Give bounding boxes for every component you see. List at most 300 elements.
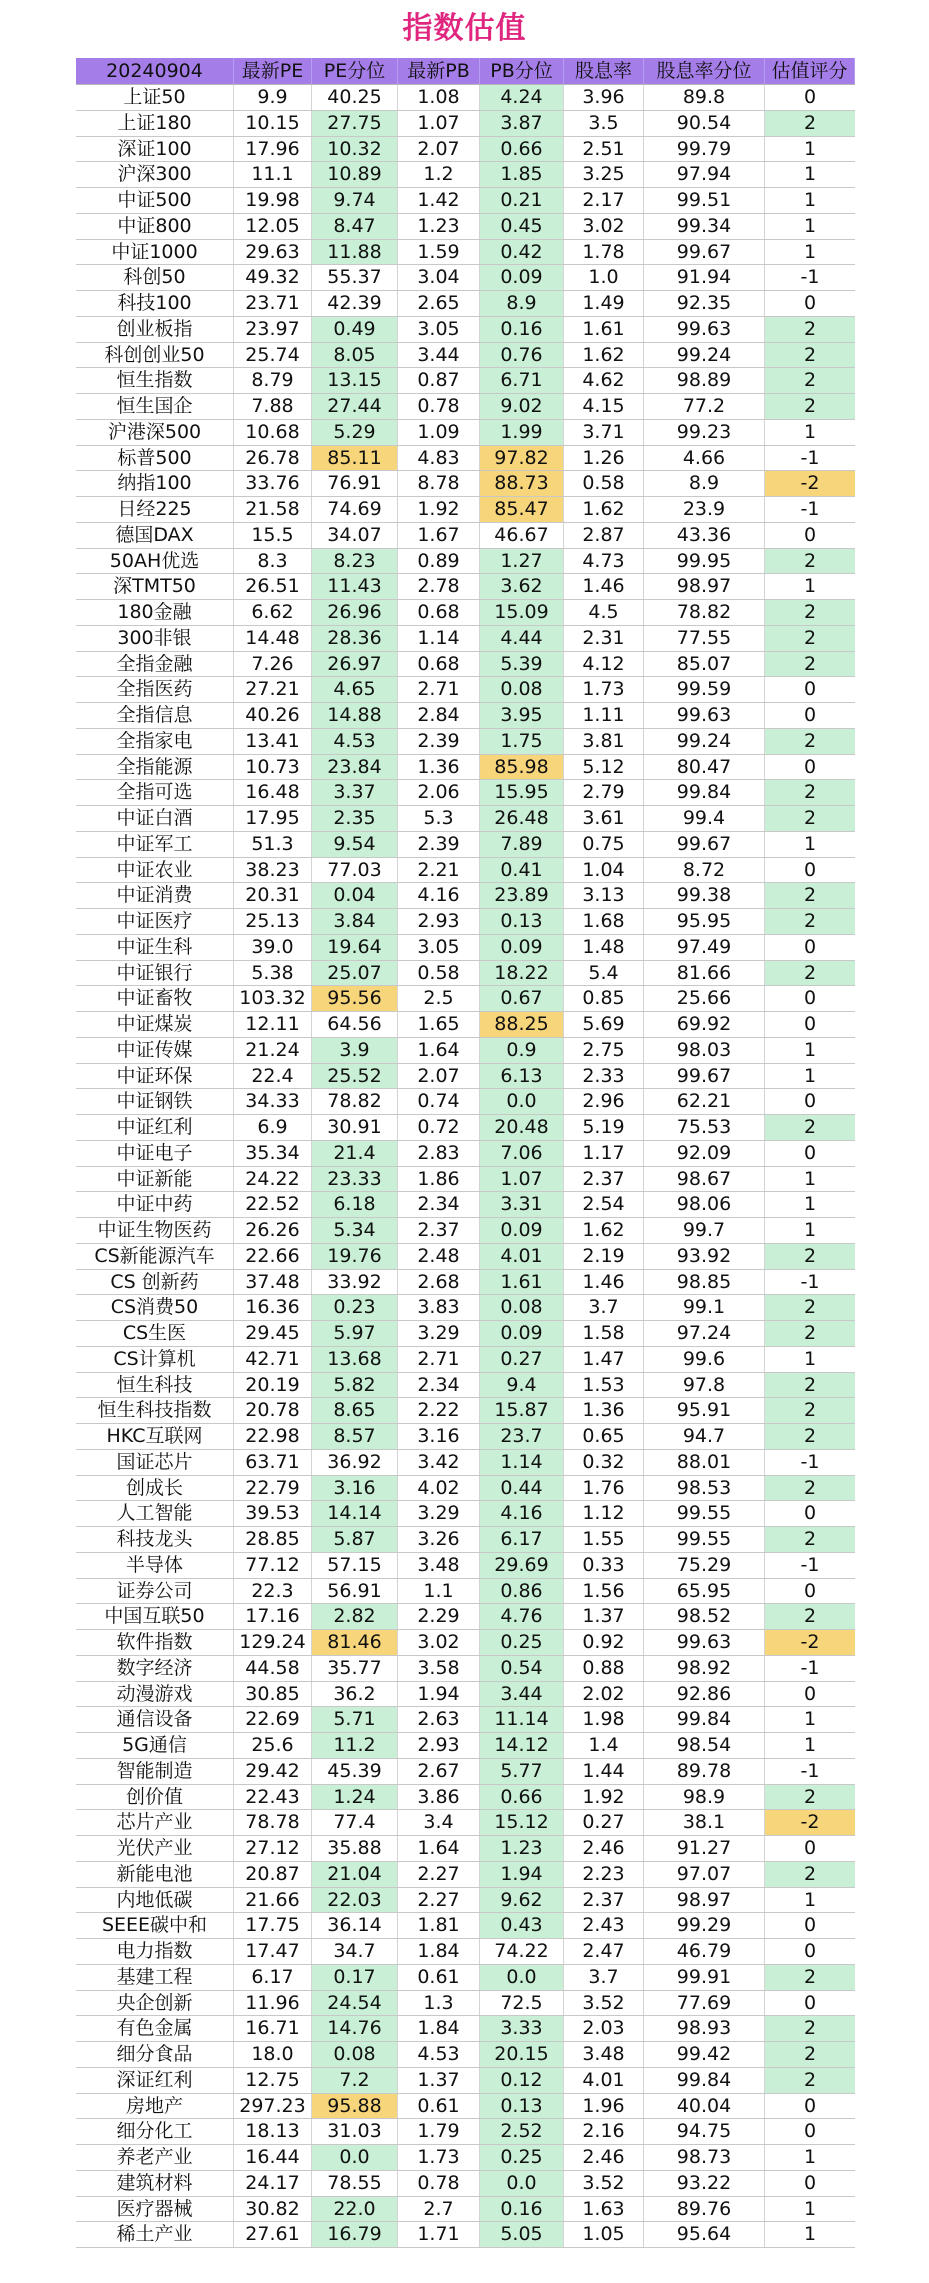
cell-score: -1 <box>800 1553 820 1576</box>
cell-pb: 2.48 <box>398 1244 480 1269</box>
cell-pe-percentile: 77.03 <box>312 858 398 883</box>
cell-dividend-yield: 3.52 <box>564 2171 644 2196</box>
cell-score: 1 <box>803 1064 817 1087</box>
table-row <box>76 1244 855 1270</box>
cell-pb: 2.71 <box>398 677 480 702</box>
table-row <box>76 111 855 137</box>
cell-pe: 11.1 <box>234 162 312 187</box>
table-row <box>76 1759 855 1785</box>
cell-score: 0 <box>803 858 817 881</box>
cell-index-name: 全指家电 <box>76 729 234 754</box>
cell-pb: 2.34 <box>398 1192 480 1217</box>
cell-pb-percentile: 6.13 <box>480 1064 564 1089</box>
cell-pb: 1.86 <box>398 1167 480 1192</box>
cell-score: 1 <box>803 137 817 160</box>
cell-dividend-yield: 0.58 <box>564 471 644 496</box>
cell-index-name: 全指可选 <box>76 780 234 805</box>
cell-pb: 2.29 <box>398 1604 480 1629</box>
cell-pe: 37.48 <box>234 1270 312 1295</box>
cell-pb-percentile: 15.09 <box>480 600 564 625</box>
cell-pb: 3.86 <box>398 1785 480 1810</box>
cell-dividend-yield: 1.0 <box>564 265 644 290</box>
cell-score: 0 <box>803 1682 817 1705</box>
cell-dividend-yield: 2.16 <box>564 2119 644 2144</box>
cell-dividend-percentile: 92.35 <box>644 291 765 316</box>
cell-pb-percentile: 74.22 <box>480 1939 564 1964</box>
cell-pb: 3.29 <box>398 1501 480 1526</box>
table-row <box>76 1373 855 1399</box>
cell-pb: 3.42 <box>398 1450 480 1475</box>
cell-score: 1 <box>803 2197 817 2220</box>
cell-pb-percentile: 3.31 <box>480 1192 564 1217</box>
cell-dividend-percentile: 75.53 <box>644 1115 765 1140</box>
cell-pb-percentile: 0.13 <box>480 909 564 934</box>
cell-pe: 25.13 <box>234 909 312 934</box>
cell-dividend-yield: 5.69 <box>564 1012 644 1037</box>
cell-dividend-percentile: 99.84 <box>644 1707 765 1732</box>
cell-dividend-percentile: 99.79 <box>644 137 765 162</box>
cell-pb: 2.7 <box>398 2197 480 2222</box>
cell-dividend-yield: 1.4 <box>564 1733 644 1758</box>
cell-pe-percentile: 8.05 <box>312 343 398 368</box>
cell-dividend-percentile: 99.34 <box>644 214 765 239</box>
cell-index-name: 房地产 <box>76 2094 234 2119</box>
cell-dividend-yield: 2.02 <box>564 1682 644 1707</box>
table-row <box>76 1810 855 1836</box>
cell-dividend-yield: 0.85 <box>564 986 644 1011</box>
cell-pb: 2.21 <box>398 858 480 883</box>
cell-pb-percentile: 85.47 <box>480 497 564 522</box>
cell-pb-percentile: 0.08 <box>480 1295 564 1320</box>
table-row <box>76 1424 855 1450</box>
cell-score: 1 <box>803 2146 817 2168</box>
cell-index-name: 恒生科技指数 <box>76 1398 234 1423</box>
cell-pb: 1.3 <box>398 1991 480 2016</box>
cell-dividend-percentile: 99.67 <box>644 240 765 265</box>
cell-dividend-percentile: 75.29 <box>644 1553 765 1578</box>
cell-index-name: 动漫游戏 <box>76 1682 234 1707</box>
cell-pe-percentile: 28.36 <box>312 626 398 651</box>
cell-pb: 1.81 <box>398 1913 480 1938</box>
cell-pe-percentile: 55.37 <box>312 265 398 290</box>
cell-pb-percentile: 1.99 <box>480 420 564 445</box>
cell-index-name: 德国DAX <box>76 523 234 548</box>
cell-dividend-yield: 2.23 <box>564 1862 644 1887</box>
cell-score: 1 <box>803 1734 817 1756</box>
header-dividend-yield: 股息率 <box>564 58 644 84</box>
cell-dividend-yield: 1.96 <box>564 2094 644 2119</box>
cell-dividend-percentile: 99.63 <box>644 1630 765 1655</box>
cell-dividend-percentile: 38.1 <box>644 1810 765 1835</box>
cell-pe: 22.66 <box>234 1244 312 1269</box>
cell-index-name: 中证红利 <box>76 1115 234 1140</box>
cell-pe: 20.31 <box>234 883 312 908</box>
cell-pe-percentile: 36.2 <box>312 1682 398 1707</box>
table-row <box>76 935 855 961</box>
cell-pb: 3.26 <box>398 1527 480 1552</box>
table-row <box>76 1630 855 1656</box>
cell-score: 2 <box>765 2016 855 2041</box>
cell-pe: 39.0 <box>234 935 312 960</box>
cell-pb-percentile: 1.23 <box>480 1836 564 1861</box>
table-row <box>76 1347 855 1373</box>
cell-dividend-percentile: 98.93 <box>644 2016 765 2041</box>
cell-pb: 2.78 <box>398 574 480 599</box>
cell-index-name: 全指医药 <box>76 677 234 702</box>
cell-pe: 7.88 <box>234 394 312 419</box>
cell-score: 1 <box>803 1347 817 1370</box>
cell-dividend-yield: 1.53 <box>564 1373 644 1398</box>
cell-pb: 3.16 <box>398 1424 480 1449</box>
cell-pe: 16.36 <box>234 1295 312 1320</box>
cell-score: 2 <box>765 2068 855 2093</box>
cell-pe-percentile: 5.34 <box>312 1218 398 1243</box>
cell-dividend-percentile: 99.63 <box>644 317 765 342</box>
cell-pe: 16.71 <box>234 2016 312 2041</box>
cell-dividend-percentile: 94.75 <box>644 2119 765 2144</box>
cell-index-name: 中证1000 <box>76 240 234 265</box>
cell-index-name: 科创50 <box>76 265 234 290</box>
cell-pb-percentile: 4.44 <box>480 626 564 651</box>
cell-dividend-yield: 1.62 <box>564 497 644 522</box>
table-row <box>76 291 855 317</box>
cell-pb-percentile: 0.66 <box>480 137 564 162</box>
cell-pe-percentile: 0.04 <box>312 883 398 908</box>
cell-dividend-yield: 3.7 <box>564 1295 644 1320</box>
cell-dividend-percentile: 99.91 <box>644 1965 765 1990</box>
cell-pb-percentile: 88.73 <box>480 471 564 496</box>
cell-dividend-yield: 2.51 <box>564 137 644 162</box>
cell-index-name: 纳指100 <box>76 471 234 496</box>
cell-dividend-yield: 1.17 <box>564 1141 644 1166</box>
cell-dividend-yield: 1.26 <box>564 446 644 471</box>
cell-score: 1 <box>803 1167 817 1190</box>
cell-pb: 0.61 <box>398 1965 480 1990</box>
table-row <box>76 703 855 729</box>
cell-dividend-yield: 3.48 <box>564 2042 644 2067</box>
cell-pb: 8.78 <box>398 471 480 496</box>
cell-pe-percentile: 36.92 <box>312 1450 398 1475</box>
cell-pe-percentile: 42.39 <box>312 291 398 316</box>
cell-pe: 10.73 <box>234 755 312 780</box>
cell-dividend-percentile: 77.69 <box>644 1991 765 2016</box>
cell-pb: 2.67 <box>398 1759 480 1784</box>
cell-pe: 17.75 <box>234 1913 312 1938</box>
cell-score: 1 <box>803 240 817 263</box>
cell-index-name: CS生医 <box>76 1321 234 1346</box>
cell-index-name: CS计算机 <box>76 1347 234 1372</box>
cell-pb: 5.3 <box>398 806 480 831</box>
cell-score: 2 <box>765 883 855 908</box>
cell-pe-percentile: 31.03 <box>312 2119 398 2144</box>
cell-pb: 1.2 <box>398 162 480 187</box>
cell-index-name: 全指信息 <box>76 703 234 728</box>
cell-pe: 6.9 <box>234 1115 312 1140</box>
cell-score: 2 <box>765 2042 855 2067</box>
cell-score: 0 <box>803 292 817 314</box>
cell-pb-percentile: 46.67 <box>480 523 564 548</box>
cell-pb-percentile: 1.85 <box>480 162 564 187</box>
cell-pb-percentile: 7.89 <box>480 832 564 857</box>
cell-pe-percentile: 9.74 <box>312 188 398 213</box>
cell-index-name: 中证军工 <box>76 832 234 857</box>
cell-pb-percentile: 0.09 <box>480 1218 564 1243</box>
cell-dividend-percentile: 97.24 <box>644 1321 765 1346</box>
cell-pe-percentile: 21.4 <box>312 1141 398 1166</box>
cell-pe: 16.44 <box>234 2145 312 2170</box>
cell-pb-percentile: 0.54 <box>480 1656 564 1681</box>
cell-index-name: 通信设备 <box>76 1707 234 1732</box>
cell-index-name: 电力指数 <box>76 1939 234 1964</box>
cell-pe: 29.63 <box>234 240 312 265</box>
cell-pe: 27.21 <box>234 677 312 702</box>
cell-index-name: 中证环保 <box>76 1064 234 1089</box>
cell-dividend-percentile: 92.86 <box>644 1682 765 1707</box>
cell-score: -1 <box>800 1759 820 1782</box>
cell-score: 2 <box>765 1785 855 1810</box>
table-row <box>76 523 855 549</box>
cell-score: 0 <box>803 1013 817 1035</box>
cell-score: 0 <box>803 1837 817 1859</box>
cell-pb-percentile: 4.01 <box>480 1244 564 1269</box>
cell-score: 0 <box>803 2094 817 2117</box>
cell-dividend-yield: 1.61 <box>564 317 644 342</box>
cell-pe: 22.79 <box>234 1476 312 1501</box>
cell-pe-percentile: 6.18 <box>312 1192 398 1217</box>
cell-pb-percentile: 0.08 <box>480 677 564 702</box>
header-score: 估值评分 <box>765 58 855 84</box>
cell-pe: 42.71 <box>234 1347 312 1372</box>
page-title: 指数估值 <box>402 11 527 46</box>
cell-score: 2 <box>765 729 855 754</box>
cell-pb-percentile: 0.44 <box>480 1476 564 1501</box>
cell-pe: 13.41 <box>234 729 312 754</box>
cell-pe: 29.45 <box>234 1321 312 1346</box>
cell-pe: 18.0 <box>234 2042 312 2067</box>
cell-dividend-percentile: 95.91 <box>644 1398 765 1423</box>
table-row <box>76 1785 855 1811</box>
cell-dividend-yield: 1.44 <box>564 1759 644 1784</box>
table-row <box>76 1656 855 1682</box>
cell-pe-percentile: 3.16 <box>312 1476 398 1501</box>
cell-score: 1 <box>803 1219 817 1241</box>
cell-pe-percentile: 81.46 <box>312 1630 398 1655</box>
cell-pb-percentile: 0.13 <box>480 2094 564 2119</box>
cell-dividend-percentile: 95.64 <box>644 2222 765 2247</box>
cell-pe: 14.48 <box>234 626 312 651</box>
cell-dividend-percentile: 99.38 <box>644 883 765 908</box>
cell-dividend-yield: 1.12 <box>564 1501 644 1526</box>
cell-pb-percentile: 14.12 <box>480 1733 564 1758</box>
table-row <box>76 806 855 832</box>
cell-pb-percentile: 9.62 <box>480 1888 564 1913</box>
cell-pe-percentile: 8.65 <box>312 1398 398 1423</box>
cell-pe: 44.58 <box>234 1656 312 1681</box>
table-row <box>76 162 855 188</box>
cell-score: 2 <box>765 343 855 368</box>
cell-pe: 78.78 <box>234 1810 312 1835</box>
cell-pe: 24.22 <box>234 1167 312 1192</box>
cell-pe: 34.33 <box>234 1089 312 1114</box>
cell-pb-percentile: 5.39 <box>480 652 564 677</box>
cell-pe: 10.68 <box>234 420 312 445</box>
cell-dividend-yield: 2.46 <box>564 1836 644 1861</box>
cell-dividend-yield: 4.5 <box>564 600 644 625</box>
cell-pe: 6.62 <box>234 600 312 625</box>
cell-index-name: 中证银行 <box>76 961 234 986</box>
cell-dividend-percentile: 99.24 <box>644 729 765 754</box>
cell-pb-percentile: 0.9 <box>480 1038 564 1063</box>
table-row <box>76 1012 855 1038</box>
cell-pe-percentile: 5.97 <box>312 1321 398 1346</box>
cell-pb-percentile: 18.22 <box>480 961 564 986</box>
cell-pe: 21.24 <box>234 1038 312 1063</box>
cell-dividend-yield: 3.81 <box>564 729 644 754</box>
cell-pe-percentile: 3.9 <box>312 1038 398 1063</box>
cell-dividend-percentile: 25.66 <box>644 986 765 1011</box>
cell-dividend-yield: 2.87 <box>564 523 644 548</box>
table-row <box>76 1038 855 1064</box>
cell-pe-percentile: 5.29 <box>312 420 398 445</box>
cell-pb-percentile: 7.06 <box>480 1141 564 1166</box>
cell-pb-percentile: 3.44 <box>480 1682 564 1707</box>
table-row <box>76 1913 855 1939</box>
cell-score: 2 <box>765 368 855 393</box>
cell-dividend-yield: 1.46 <box>564 574 644 599</box>
cell-score: 2 <box>765 549 855 574</box>
cell-index-name: 深TMT50 <box>76 574 234 599</box>
cell-pe: 35.34 <box>234 1141 312 1166</box>
cell-pb-percentile: 20.15 <box>480 2042 564 2067</box>
cell-pb-percentile: 0.42 <box>480 240 564 265</box>
cell-pb-percentile: 0.0 <box>480 2171 564 2196</box>
table-row <box>76 883 855 909</box>
cell-index-name: 科技龙头 <box>76 1527 234 1552</box>
cell-dividend-percentile: 80.47 <box>644 755 765 780</box>
cell-dividend-yield: 1.04 <box>564 858 644 883</box>
cell-pe-percentile: 4.65 <box>312 677 398 702</box>
cell-score: 2 <box>765 394 855 419</box>
cell-score: 2 <box>765 806 855 831</box>
cell-index-name: 中证消费 <box>76 883 234 908</box>
cell-pb: 3.83 <box>398 1295 480 1320</box>
cell-dividend-yield: 4.62 <box>564 368 644 393</box>
cell-index-name: 科创创业50 <box>76 343 234 368</box>
cell-pb: 0.74 <box>398 1089 480 1114</box>
table-row <box>76 1476 855 1502</box>
table-row <box>76 909 855 935</box>
table-row <box>76 1450 855 1476</box>
cell-dividend-percentile: 98.54 <box>644 1733 765 1758</box>
cell-pe: 17.96 <box>234 137 312 162</box>
cell-pe-percentile: 56.91 <box>312 1579 398 1604</box>
cell-pb-percentile: 0.25 <box>480 2145 564 2170</box>
cell-dividend-yield: 2.43 <box>564 1913 644 1938</box>
cell-pe-percentile: 0.17 <box>312 1965 398 1990</box>
cell-dividend-yield: 2.37 <box>564 1888 644 1913</box>
cell-index-name: 中证医疗 <box>76 909 234 934</box>
cell-index-name: 恒生指数 <box>76 368 234 393</box>
table-row <box>76 858 855 884</box>
cell-index-name: 中证生物医药 <box>76 1218 234 1243</box>
table-row <box>76 1501 855 1527</box>
table-row <box>76 2197 855 2223</box>
cell-pb: 3.48 <box>398 1553 480 1578</box>
cell-index-name: 央企创新 <box>76 1991 234 2016</box>
cell-pe-percentile: 23.33 <box>312 1167 398 1192</box>
cell-pb-percentile: 3.62 <box>480 574 564 599</box>
cell-index-name: 沪深300 <box>76 162 234 187</box>
cell-dividend-yield: 1.68 <box>564 909 644 934</box>
cell-score: 2 <box>765 1321 855 1346</box>
cell-pe: 22.43 <box>234 1785 312 1810</box>
cell-pb: 1.07 <box>398 111 480 136</box>
table-row <box>76 1321 855 1347</box>
cell-index-name: 中证800 <box>76 214 234 239</box>
table-row <box>76 1862 855 1888</box>
cell-pe-percentile: 21.04 <box>312 1862 398 1887</box>
cell-pe-percentile: 19.76 <box>312 1244 398 1269</box>
cell-index-name: 半导体 <box>76 1553 234 1578</box>
table-row <box>76 1218 855 1244</box>
cell-score: 2 <box>765 1604 855 1629</box>
cell-pb-percentile: 0.09 <box>480 935 564 960</box>
header-dividend-percentile: 股息率分位 <box>644 58 765 84</box>
table-row <box>76 1270 855 1296</box>
cell-pe-percentile: 10.89 <box>312 162 398 187</box>
cell-score: 0 <box>803 1914 817 1937</box>
cell-dividend-yield: 3.5 <box>564 111 644 136</box>
cell-pb-percentile: 1.94 <box>480 1862 564 1887</box>
cell-pe-percentile: 27.75 <box>312 111 398 136</box>
cell-pe: 22.52 <box>234 1192 312 1217</box>
cell-pb-percentile: 29.69 <box>480 1553 564 1578</box>
cell-pe: 25.6 <box>234 1733 312 1758</box>
table-row <box>76 677 855 703</box>
cell-pe: 26.51 <box>234 574 312 599</box>
cell-score: 2 <box>765 1527 855 1552</box>
cell-index-name: 中证白酒 <box>76 806 234 831</box>
table-row <box>76 85 855 111</box>
cell-pb: 1.84 <box>398 2016 480 2041</box>
cell-pe-percentile: 27.44 <box>312 394 398 419</box>
cell-dividend-percentile: 98.67 <box>644 1167 765 1192</box>
cell-dividend-yield: 3.96 <box>564 85 644 110</box>
cell-score: -2 <box>765 1810 855 1835</box>
cell-dividend-percentile: 99.84 <box>644 780 765 805</box>
table-row <box>76 137 855 163</box>
cell-pe: 40.26 <box>234 703 312 728</box>
cell-pe-percentile: 14.14 <box>312 1501 398 1526</box>
cell-pb: 2.71 <box>398 1347 480 1372</box>
cell-score: 2 <box>765 652 855 677</box>
cell-score: 0 <box>803 1991 817 2014</box>
cell-score: 2 <box>765 780 855 805</box>
cell-pe-percentile: 14.88 <box>312 703 398 728</box>
cell-pb-percentile: 0.16 <box>480 2197 564 2222</box>
cell-dividend-yield: 3.02 <box>564 214 644 239</box>
cell-score: 1 <box>803 189 817 211</box>
cell-pe: 9.9 <box>234 85 312 110</box>
table-row <box>76 1115 855 1141</box>
cell-pb-percentile: 23.89 <box>480 883 564 908</box>
cell-dividend-percentile: 99.55 <box>644 1527 765 1552</box>
cell-index-name: 全指金融 <box>76 652 234 677</box>
cell-pb: 0.87 <box>398 368 480 393</box>
cell-pb: 2.27 <box>398 1888 480 1913</box>
cell-index-name: 中证钢铁 <box>76 1089 234 1114</box>
cell-pb-percentile: 0.45 <box>480 214 564 239</box>
